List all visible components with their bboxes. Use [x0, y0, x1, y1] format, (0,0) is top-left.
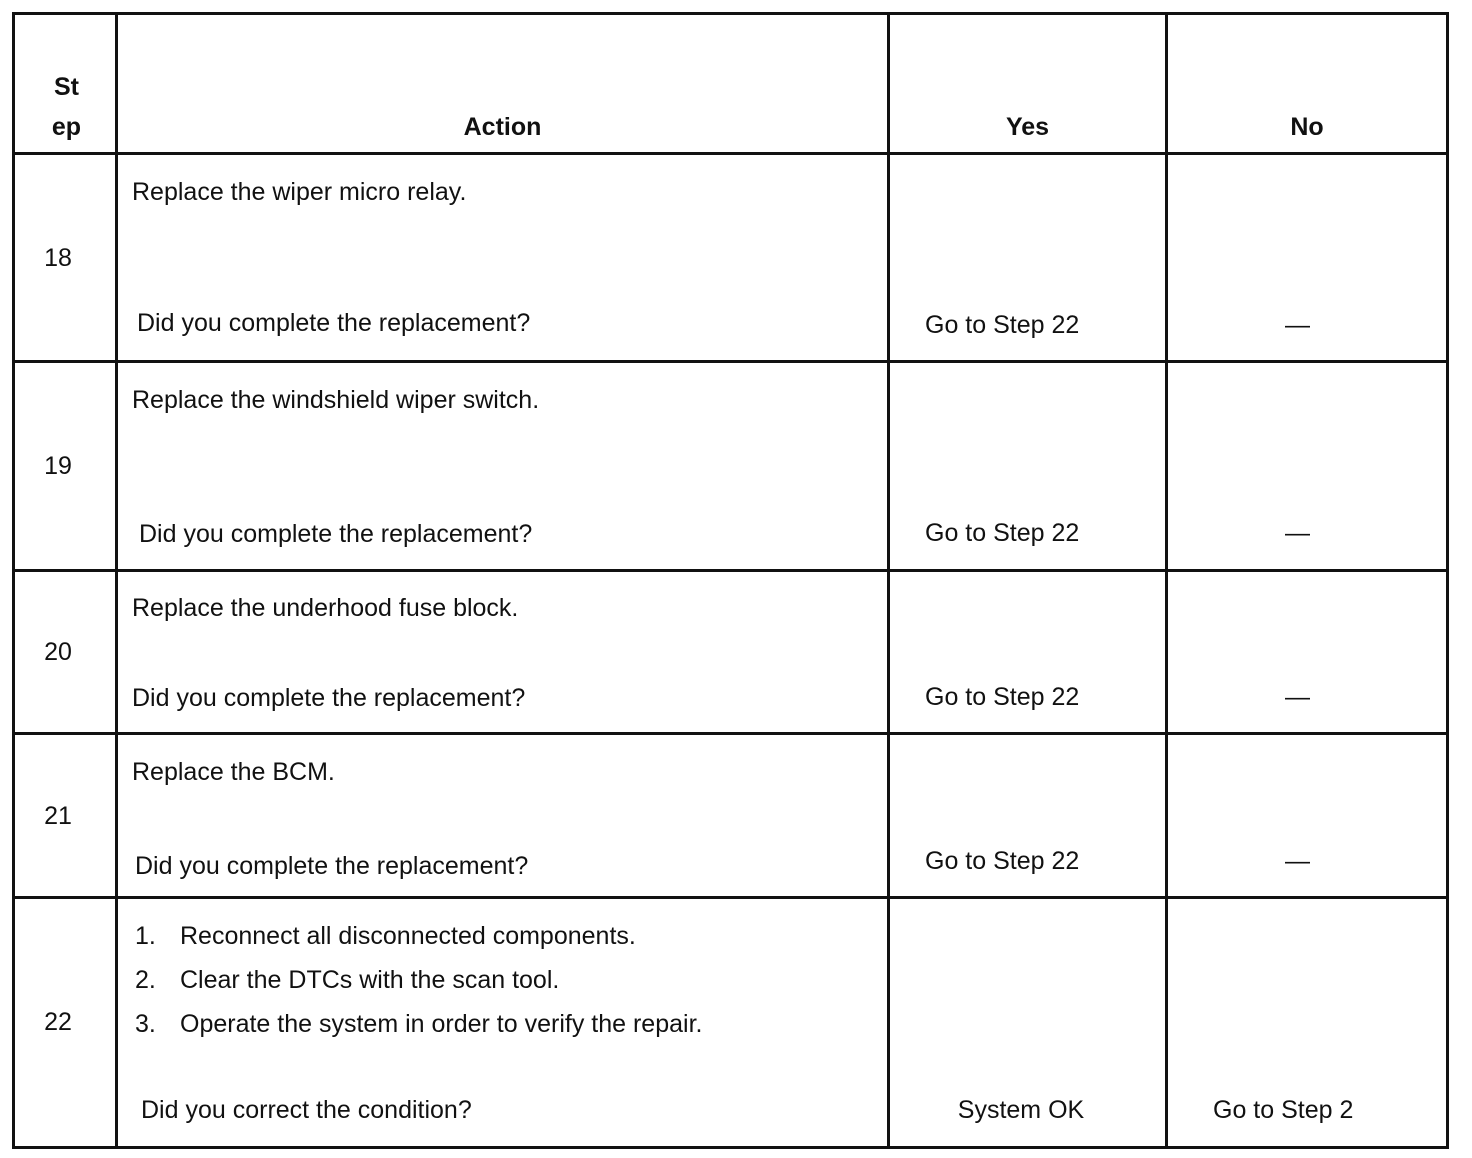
column-divider [887, 15, 890, 1146]
column-divider [1165, 15, 1168, 1146]
row-divider [15, 896, 1446, 899]
header-no: No [1290, 113, 1324, 141]
list-item [135, 921, 702, 965]
header-step-line2: ep [51, 113, 82, 141]
row-divider [15, 360, 1446, 363]
no-result: Go to Step 2 [1213, 1096, 1354, 1124]
procedure-list [135, 921, 702, 1053]
question-text: Did you complete the replacement? [137, 309, 531, 337]
header-step [18, 72, 115, 142]
action-text: Replace the windshield wiper switch. [132, 386, 540, 414]
list-item [135, 965, 702, 1009]
header-step-line1: St [54, 73, 79, 101]
action-text: Replace the wiper micro relay. [132, 178, 467, 206]
step-number: 22 [44, 1008, 72, 1036]
list-item-number: 1. [135, 922, 156, 950]
list-item [135, 1009, 702, 1053]
action-text: Replace the underhood fuse block. [132, 594, 519, 622]
row-divider [15, 569, 1446, 572]
list-item-number: 3. [135, 1010, 156, 1038]
header-yes: Yes [1005, 113, 1050, 141]
yes-result: Go to Step 22 [925, 519, 1080, 547]
yes-result: Go to Step 22 [925, 847, 1080, 875]
yes-result: System OK [957, 1096, 1085, 1124]
list-item-number: 2. [135, 966, 156, 994]
list-item-text: Reconnect all disconnected components. [180, 922, 636, 950]
question-text: Did you complete the replacement? [135, 852, 529, 880]
no-result: — [1285, 683, 1310, 711]
procedure-steps [135, 921, 702, 1053]
no-result: — [1285, 519, 1310, 547]
yes-result: Go to Step 22 [925, 311, 1080, 339]
action-text: Replace the BCM. [132, 758, 335, 786]
row-divider [15, 732, 1446, 735]
question-text: Did you complete the replacement? [139, 520, 533, 548]
step-number: 20 [44, 638, 72, 666]
row-divider [15, 152, 1446, 155]
question-text: Did you complete the replacement? [132, 684, 526, 712]
step-number: 19 [44, 452, 72, 480]
no-result: — [1285, 847, 1310, 875]
step-number: 18 [44, 244, 72, 272]
step-number: 21 [44, 802, 72, 830]
yes-result: Go to Step 22 [925, 683, 1080, 711]
no-result: — [1285, 311, 1310, 339]
list-item-text: Clear the DTCs with the scan tool. [180, 966, 560, 994]
header-action: Action [463, 113, 542, 141]
list-item-text: Operate the system in order to verify the repair. [180, 1010, 703, 1038]
diagnostic-table [12, 12, 1449, 1149]
question-text: Did you correct the condition? [141, 1096, 472, 1124]
column-divider [115, 15, 118, 1146]
